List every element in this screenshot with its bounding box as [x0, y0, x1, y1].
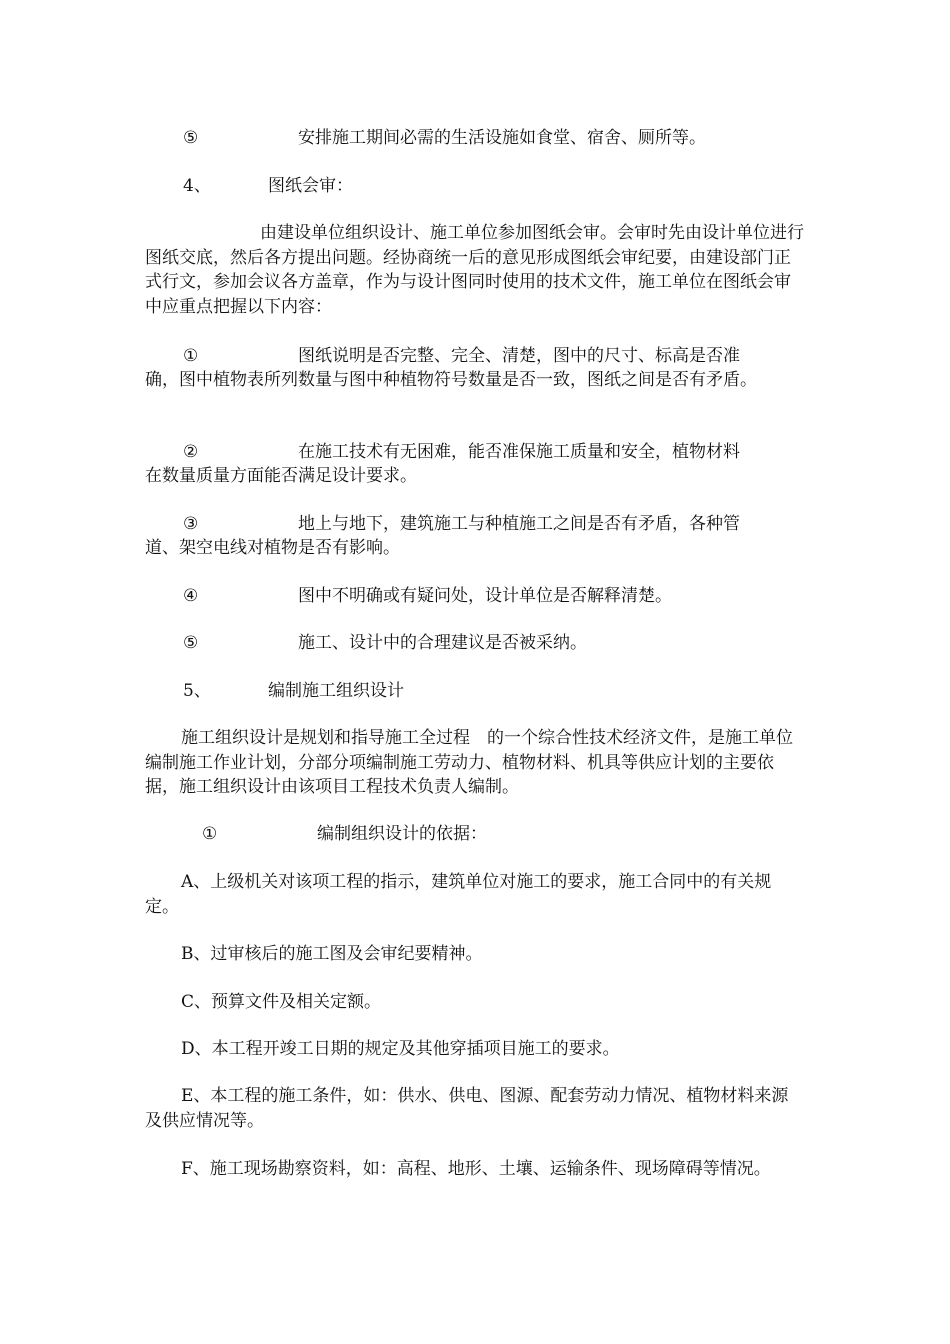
item-text: 安排施工期间必需的生活设施如食堂、宿舍、厕所等。 [298, 128, 706, 148]
item-marker: ⑤ [183, 128, 199, 148]
paragraph: F、施工现场勘察资料，如：高程、地形、土壤、运输条件、现场障碍等情况。 [181, 1159, 771, 1179]
item-text: 地上与地下，建筑施工与种植施工之间是否有矛盾，各种管 [298, 514, 740, 534]
section-title: 图纸会审： [268, 176, 353, 196]
paragraph: B、过审核后的施工图及会审纪要精神。 [181, 944, 483, 964]
paragraph: A、上级机关对该项工程的指示，建筑单位对施工的要求，施工合同中的有关规定。 [145, 872, 772, 917]
item-continuation: 道、架空电线对植物是否有影响。 [145, 538, 400, 558]
section-number: 5、 [183, 681, 211, 701]
item-marker: ① [183, 346, 199, 366]
paragraph: E、本工程的施工条件，如：供水、供电、图源、配套劳动力情况、植物材料来源及供应情况等。 [145, 1086, 789, 1131]
item-text: 编制组织设计的依据： [317, 824, 487, 844]
paragraph: 由建设单位组织设计、施工单位参加图纸会审。会审时先由设计单位进行图纸交底，然后各方提出问题。经协商统一后的意见形成图纸会审纪要，由建设部门正式行文，参加会议各方盖章，作为与设计图同时使用的技术文件，施工单位在图纸会审中应重点把握以下内容： [145, 223, 804, 317]
item-marker: ⑤ [183, 633, 199, 653]
item-marker: ① [202, 824, 218, 844]
item-continuation: 在数量质量方面能否满足设计要求。 [145, 466, 417, 486]
item-text: 在施工技术有无困难，能否准保施工质量和安全，植物材料 [298, 442, 740, 462]
section-title: 编制施工组织设计 [268, 681, 404, 701]
item-text: 图纸说明是否完整、完全、清楚，图中的尺寸、标高是否准 [298, 346, 740, 366]
item-text: 图中不明确或有疑问处，设计单位是否解释清楚。 [298, 586, 672, 606]
item-text: 施工、设计中的合理建议是否被采纳。 [298, 633, 587, 653]
item-marker: ③ [183, 514, 199, 534]
item-continuation: 确，图中植物表所列数量与图中种植物符号数量是否一致，图纸之间是否有矛盾。 [145, 370, 757, 390]
item-marker: ④ [183, 586, 199, 606]
paragraph: 施工组织设计是规划和指导施工全过程 的一个综合性技术经济文件，是施工单位编制施工作业计划，分部分项编制施工劳动力、植物材料、机具等供应计划的主要依据，施工组织设计由该项目工程技术负责人编制。 [145, 728, 793, 797]
paragraph: D、本工程开竣工日期的规定及其他穿插项目施工的要求。 [181, 1039, 620, 1059]
paragraph: C、预算文件及相关定额。 [181, 992, 382, 1012]
item-marker: ② [183, 442, 199, 462]
section-number: 4、 [183, 176, 211, 196]
